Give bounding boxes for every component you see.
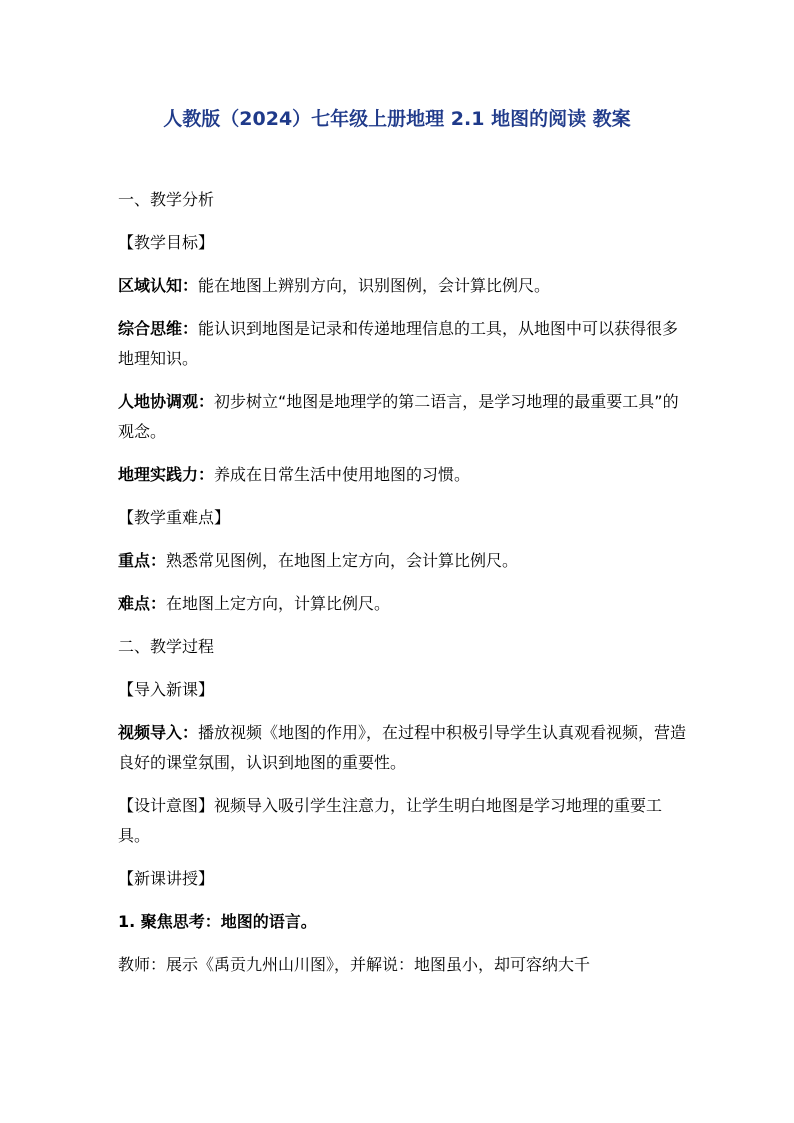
key-point-text: 熟悉常见图例，在地图上定方向，会计算比例尺。 — [166, 551, 519, 570]
objective-label: 人地协调观： — [118, 392, 215, 411]
design-intent: 【设计意图】视频导入吸引学生注意力，让学生明白地图是学习地理的重要工具。 — [118, 796, 663, 845]
document-body — [118, 185, 690, 993]
subheading-introduction: 【导入新课】 — [118, 680, 215, 699]
objective-comprehensive-thinking — [118, 314, 690, 374]
objective-human-land-coordination — [118, 387, 690, 447]
objective-label: 区域认知： — [118, 276, 199, 295]
objective-label: 地理实践力： — [118, 465, 215, 484]
video-introduction-text: 播放视频《地图的作用》，在过程中积极引导学生认真观看视频，营造良好的课堂氛围，认识到地图的重要性。 — [118, 723, 687, 772]
objective-text: 能在地图上辨别方向，识别图例，会计算比例尺。 — [198, 276, 551, 295]
subheading-new-lesson: 【新课讲授】 — [118, 869, 215, 888]
section-heading-process: 二、教学过程 — [118, 637, 215, 656]
key-point-label: 重点： — [118, 551, 167, 570]
subheading-key-points: 【教学重难点】 — [118, 508, 231, 527]
objective-text: 养成在日常生活中使用地图的习惯。 — [214, 465, 471, 484]
objective-text: 初步树立“地图是地理学的第二语言，是学习地理的最重要工具”的观念。 — [118, 392, 679, 441]
difficult-point — [118, 589, 690, 619]
objective-text: 能认识到地图是记录和传递地理信息的工具，从地图中可以获得很多地理知识。 — [118, 319, 679, 368]
objective-geographic-practice — [118, 460, 690, 490]
subheading-objectives: 【教学目标】 — [118, 233, 215, 252]
teacher-paragraph: 教师：展示《禹贡九州山川图》，并解说：地图虽小，却可容纳大千 — [118, 955, 591, 974]
document-title: 人教版（2024）七年级上册地理 2.1 地图的阅读 教案 — [163, 108, 631, 130]
focus-thinking-heading — [118, 907, 690, 937]
difficult-point-text: 在地图上定方向，计算比例尺。 — [166, 594, 391, 613]
focus-thinking-text: 1. 聚焦思考：地图的语言。 — [118, 912, 317, 931]
section-heading-analysis: 一、教学分析 — [118, 190, 215, 209]
objective-label: 综合思维： — [118, 319, 199, 338]
video-introduction — [118, 718, 690, 778]
difficult-point-label: 难点： — [118, 594, 167, 613]
key-point — [118, 546, 690, 576]
video-introduction-label: 视频导入： — [118, 723, 199, 742]
objective-regional-cognition — [118, 271, 690, 301]
